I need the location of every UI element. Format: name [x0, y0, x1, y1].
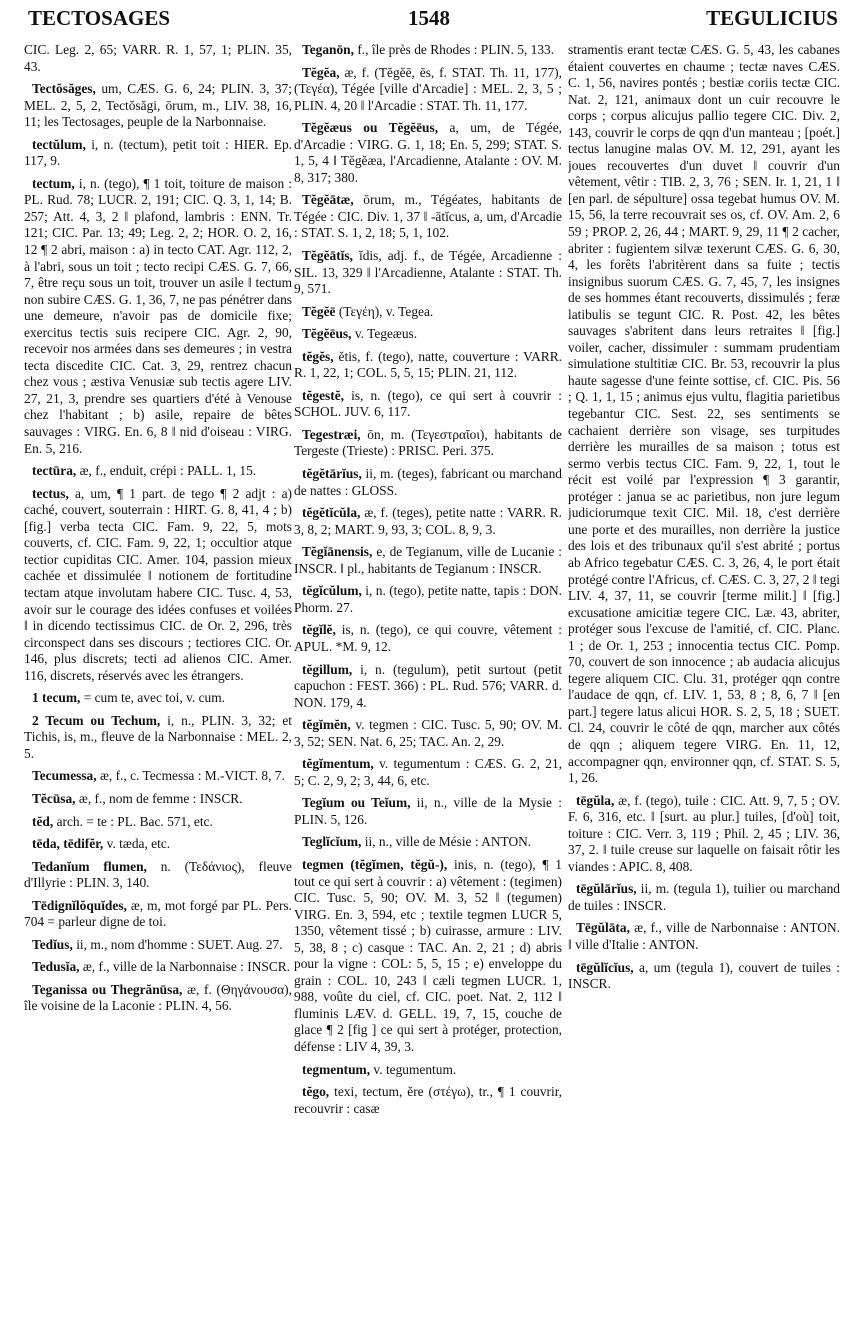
dictionary-entry — [294, 304, 562, 321]
dictionary-entry — [24, 42, 292, 75]
dictionary-entry — [294, 466, 562, 499]
dictionary-entry — [24, 176, 292, 457]
entry-definition: æ, f. (Θηγάνουσα), île voisine de la Laconie : PLIN. 4, 56. — [24, 981, 292, 1014]
entry-headword: tēgŭla, — [576, 792, 615, 808]
dictionary-entry — [294, 756, 562, 789]
dictionary-entry — [294, 583, 562, 616]
entry-headword: tĕgĭmĕn, — [302, 717, 351, 733]
entry-headword: Tectŏsăges, — [32, 81, 96, 97]
entry-headword: tegmentum, — [302, 1061, 371, 1077]
entry-headword: tectŭlum, — [32, 136, 86, 152]
entry-headword: tĕgĕs, — [302, 348, 334, 364]
entry-definition: ōrum, m., Tégéates, habitants de Tégée : CIC. Div. 1, 37 ‖ -ātĭcus, a, um, d'Arcadie : STAT. S. 1, 2, 18; 5, 1, 102. — [294, 192, 562, 241]
dictionary-entry — [294, 192, 562, 242]
entry-definition: stramentis erant tectæ CÆS. G. 5, 43, les cabanes étaient couvertes en chaume ; tectæ naves CÆS. C. 1, 56, navires pontés ; bestiæ coriis tectæ CIC. Nat. 2, 121, animaux dont un cuir recouvre le corps ; corpus alicujus pallio tegere CIC. Div. 2, 143, couvrir le corps de qqn d'un manteau ; [poét.] tectus lanugine malas OV. M. 12, 291, ayant les joues recouvertes d'un duvet ‖ couvrir d'un vêtement, vêtir : TIB. 2, 3, 76 ; SEN. Ir. 1, 21, 1 ‖ [en parl. de sépulture] ossa tegebat humus OV. M. 15, 56, la terre recouvrait ses os, cf. OV. Am. 2, 6 59 ; PROP. 2, 26, 44 ; MART. 9, 29, 11 ¶ 2 cacher, abriter : fugientem silvæ texerunt CÆS. G. 6, 30, 4, les forêts l'abritèrent dans sa fuite ; tectis insignibus suorum CÆS. G. 7, 45, 7, les insignes de ses hommes étant recouverts, dissimulés ; feræ latibulis se tegunt CIC. R. Post. 42, les bêtes sauvages s'abritent dans leurs retraites ‖ [fig.] voiler, cacher, dissimuler : summam prudentiam simulatione stultitiæ CIC. Br. 53, recouvrir la plus haute sagesse d'une feinte sottise, cf. CIC. Pis. 56 ; Q. 1, 1, 15 ; animus ejus vultu, flagitia parietibus tegebantur CIC. Sest. 22, ses sentiments se cachaient derrière son visage, ses turpitudes derrière les murailles de sa maison ; totus est sermo verbis tectus CIC. Fam. 9, 22, 1, tout le récit est voilé par l'expression ¶ 3 garantir, protéger : janua se ac parietibus, non jure legum judiciorumque texit CIC. Mil. 18, c'est derrière une porte et des murailles, non derrière la justice des lois et des tribunaux qu'il s'est abrité ; portus ab Africo tegebatur CÆS. C. 3, 26, 4, le port était protégé contre l'Africus, cf. CÆS. C. 3, 27, 2 ‖ tegi LIV. 4, 37, 11, se couvrir [terme milit.] ‖ [fig.] excusatione amicitiæ tegere CIC. Læ. 43, abriter, protéger sous l'excuse de l'amitié, cf. CIC. Planc. 1 ; de Or. 1, 253 ; innocentia tectus CIC. Pomp. 70, couvert de son innocence ; ab audacia alicujus tegere aliquem CIC. Clu. 31, protéger qqn contre l'audace de qqn, cf. LIV. 1, 53, 8 ; 8, 6, 7 ‖ [en part.] tegere latus alicui HOR. S. 2, 5, 18 ; SUET. Cl. 24, couvrir le côté de qqn, marcher aux côtés de qqn ; aliquem tegere VIRG. En. 11, 12, accompagner qqn, environner qqn, cf. STAT. S. 5, 1, 26. — [568, 42, 840, 786]
entry-headword: Tĕcūsa, — [32, 790, 76, 806]
entry-definition: v. tæda, etc. — [106, 836, 171, 852]
entry-headword: tĕgĕtĭcŭla, — [302, 505, 361, 521]
entry-definition: is, n. (tego), ce qui couvre, vêtement : APUL. *M. 9, 12. — [294, 622, 562, 654]
entry-headword: Tēdignĭlŏquĭdes, — [32, 897, 127, 913]
entry-definition: æ, f., enduit, crépi : PALL. 1, 15. — [79, 463, 257, 479]
entry-definition: ii, m., nom d'homme : SUET. Aug. 27. — [76, 936, 283, 952]
dictionary-entry — [24, 982, 292, 1015]
entry-definition: i, n. (tego), petite natte, tapis : DON. Phorm. 27. — [294, 583, 562, 615]
dictionary-entry — [24, 137, 292, 170]
entry-definition: ōn, m. (Τεγεστραῖοι), habitants de Tergeste (Trieste) : PRISC. Peri. 375. — [294, 426, 562, 459]
entry-definition: v. tegumentum. — [373, 1061, 457, 1077]
dictionary-entry — [294, 65, 562, 115]
entry-definition: CIC. Leg. 2, 65; VARR. R. 1, 57, 1; PLIN. 35, 43. — [24, 42, 292, 74]
dictionary-entry — [294, 42, 562, 59]
dictionary-entry — [24, 959, 292, 976]
entry-definition: (Τεγέη), v. Tegea. — [338, 303, 434, 319]
dictionary-entry — [294, 1062, 562, 1079]
entry-definition: = cum te, avec toi, v. cum. — [83, 690, 225, 706]
dictionary-entry — [294, 662, 562, 712]
dictionary-entry — [24, 898, 292, 931]
entry-headword: tectus, — [32, 485, 69, 501]
entry-definition: æ, f., c. Tecmessa : M.-VICT. 8, 7. — [99, 768, 285, 784]
dictionary-entry — [294, 717, 562, 750]
dictionary-entry — [24, 713, 292, 763]
dictionary-entry — [294, 795, 562, 828]
running-head-last-word: TEGULICIUS — [706, 6, 838, 30]
entry-definition: i, n., PLIN. 3, 32; et Tichis, is, m., fleuve de la Narbonnaise : MEL. 2, 5. — [24, 712, 292, 761]
dictionary-entry — [294, 248, 562, 298]
entry-definition: inis, n. (tego), ¶ 1 tout ce qui sert à couvrir : a) vêtement : (tegimen) CIC. Tusc. 5, 90; OV. M. 3, 52 ‖ (tegumen) VIRG. En. 3, 594, etc ; textile tegmen LUCR 5, 1350, vêtement tissé ; b) cuirasse, armure : LIV. 5, 38, 8 ; c) casque : TAC. An. 2, 21 ; d) abris pour la vigne : COL: 5, 5, 15 ; e) enveloppe du grain : COL. 10, 243 ‖ cæli tegmen LUCR. 1, 988, voûte du ciel, cf. CIC. poet. Nat. 2, 112 ‖ fluminis LÆV. d. GELL. 19, 7, 15, couche de glace ¶ 2 [fig ] ce qui sert à protéger, protection, défense : LIV 4, 39, 3. — [294, 856, 562, 1054]
dictionary-entry — [568, 42, 840, 787]
entry-definition: e, de Tegianum, ville de Lucanie : INSCR. ‖ pl., habitants de Tegianum : INSCR. — [294, 544, 562, 576]
entry-headword: tĕgillum, — [302, 661, 353, 677]
dictionary-entry — [24, 463, 292, 480]
entry-headword: tĕgestĕ, — [302, 387, 345, 403]
entry-headword: Tĕgĭānensis, — [302, 544, 373, 560]
dictionary-entry — [294, 505, 562, 538]
entry-headword: Tegĭum ou Teĭum, — [302, 795, 411, 811]
entry-definition: arch. = te : PL. Bac. 571, etc. — [56, 813, 213, 829]
dictionary-entry — [294, 857, 562, 1056]
entry-definition: v. tegumentum : CÆS. G. 2, 21, 5; C. 2, 9, 2; 3, 44, 6, etc. — [294, 756, 562, 788]
entry-definition: a, um, ¶ 1 part. de tego ¶ 2 adjt : a) caché, couvert, souterrain : HIRT. G. 8, 41, 4 ; b) [fig.] verba tecta CIC. Fam. 9, 22, 5, mots couverts, cf. CIC. Fam. 9, 22, 1; occultior atque tectior cupiditas CIC. Amer. 104, passion mieux cachée et dissimulée ‖ notionem de fortitudine tectam atque involutam habere CIC. Tusc. 4, 53, avoir sur le courage des idées confuses et voilées ‖ in dicendo tectissimus CIC. de Or. 2, 296, très circonspect dans ses discours ; tectiores CIC. Or. 146, plus discrets; tecti ad alienos CIC. Amer. 116, discrets, réservés avec les étrangers. — [24, 485, 292, 683]
entry-definition: ii, m. (tegula 1), tuilier ou marchand de tuiles : INSCR. — [568, 881, 840, 913]
entry-headword: 2 Tecum ou Techum, — [32, 712, 161, 728]
dictionary-entry — [294, 349, 562, 382]
entry-headword: tēda, tēdifĕr, — [32, 836, 104, 852]
column-3 — [568, 42, 840, 1332]
dictionary-entry — [568, 881, 840, 914]
entry-definition: i, n. (tego), ¶ 1 toit, toiture de maison : PL. Rud. 78; LUCR. 2, 191; CIC. Q. 3, 1, 14; B. 257; Att. 4, 3, 2 ‖ plafond, lambris : ENN. Tr. 121; CIC. Par. 13; 49; Leg. 2, 2; HOR. O. 2, 16, 12 ¶ 2 abri, maison : a) in tecto CAT. Agr. 112, 2, à l'abri, sous un toit ; tecto recipi CÆS. G. 7, 66, 7, être reçu sous un toit, trouver un asile ‖ tectum non subire CÆS. G. 1, 36, 7, ne pas pénétrer dans une demeure, n'avoir pas de domicile fixe; exercitus tectis suis recipere CIC. Agr. 2, 90, recevoir nos armées dans ses demeures ; in vestra tecta discedite CIC. Cat. 3, 29, rentrez chacun chez vous ; æstiva Venusiæ sub tectis agere LIV. 27, 21, 3, prendre ses quartiers d'été à Venouse chez l'habitant ; b) asile, repaire de bêtes sauvages : VIRG. En. 6, 8 ‖ nid d'oiseau : VIRG. En. 5, 216. — [24, 175, 292, 456]
entry-definition: i, n. (tegulum), petit surtout (petit capuchon : FEST. 366) : PL. Rud. 576; VARR. d. NON. 179, 4. — [294, 661, 562, 710]
dictionary-entry — [294, 388, 562, 421]
entry-definition: ii, n., ville de la Mysie : PLIN. 5, 126. — [294, 795, 562, 827]
entry-headword: Tedusĭa, — [32, 959, 80, 975]
entry-definition: ĭdis, adj. f., de Tégée, Arcadienne : SIL. 13, 329 ‖ l'Arcadienne, Atalante : STAT. Th. 9, 571. — [294, 248, 562, 297]
entry-headword: tectum, — [32, 175, 75, 191]
entry-definition: texi, tectum, ĕre (στέγω), tr., ¶ 1 couvrir, recouvrir : casæ — [294, 1084, 562, 1116]
dictionary-entry — [294, 834, 562, 851]
entry-definition: v. tegmen : CIC. Tusc. 5, 90; OV. M. 3, 52; SEN. Nat. 6, 25; TAC. An. 2, 29. — [294, 717, 562, 749]
entry-headword: Tĕgĕa, — [302, 64, 340, 80]
dictionary-entry — [24, 836, 292, 853]
column-2 — [294, 42, 562, 1332]
entry-headword: 1 tecum, — [32, 690, 81, 706]
entry-headword: tĕgĭmentum, — [302, 756, 374, 772]
entry-definition: n. (Τεδάνιος), fleuve d'Illyrie : PLIN. 3, 140. — [24, 858, 292, 891]
entry-headword: Tedanĭum flumen, — [32, 858, 147, 874]
entry-definition: æ, f., nom de femme : INSCR. — [78, 790, 243, 806]
entry-definition: æ, f., ville de la Narbonnaise : INSCR. — [82, 959, 291, 975]
entry-headword: tĕgĭcŭlum, — [302, 583, 362, 599]
entry-headword: Teganissa ou Thegrănūsa, — [32, 981, 183, 997]
entry-headword: tēgŭlĭcĭus, — [576, 959, 634, 975]
column-1 — [24, 42, 292, 1332]
dictionary-entry — [294, 427, 562, 460]
entry-definition: is, n. (tego), ce qui sert à couvrir : SCHOL. JUV. 6, 117. — [294, 387, 562, 420]
dictionary-entry — [24, 81, 292, 131]
entry-headword: Tĕgĕē — [302, 303, 336, 319]
entry-headword: Teglĭcĭum, — [302, 834, 362, 850]
entry-headword: Tĕgĕēus, — [302, 326, 352, 342]
entry-definition: f., île près de Rhodes : PLIN. 5, 133. — [357, 42, 555, 57]
entry-headword: tĕgĭlĕ, — [302, 622, 336, 638]
entry-headword: Tĕgĕātæ, — [302, 192, 354, 208]
dictionary-entry — [24, 814, 292, 831]
entry-definition: a, um (tegula 1), couvert de tuiles : INSCR. — [568, 959, 840, 992]
dictionary-entry — [294, 120, 562, 186]
entry-definition: um, CÆS. G. 6, 24; PLIN. 3, 37; MEL. 2, 5, 2, Tectŏsăgi, ōrum, m., LIV. 38, 16, 11; les Tectosages, peuple de la Narbonnaise. — [24, 81, 292, 130]
entry-definition: æ, f. (Tĕgĕē, ēs, f. STAT. Th. 11, 177), (Τεγέα), Tégée [ville d'Arcadie] : MEL. 2, 3, 5 ; PLIN. 4, 20 ‖ l'Arcadie : STAT. Th. 11, 177. — [294, 64, 562, 113]
dictionary-entry — [294, 544, 562, 577]
running-head — [28, 4, 838, 34]
dictionary-entry — [568, 960, 840, 993]
entry-headword: tectūra, — [32, 463, 77, 479]
entry-headword: tēgŭlārĭus, — [576, 881, 637, 897]
dictionary-entry — [294, 1084, 562, 1117]
dictionary-entry — [294, 326, 562, 343]
entry-headword: tĕd, — [32, 813, 54, 829]
dictionary-entry — [568, 920, 840, 953]
dictionary-entry — [294, 622, 562, 655]
entry-definition: a, um, de Tégée, d'Arcadie : VIRG. G. 1, 18; En. 5, 299; STAT. S. 1, 5, 4 ‖ Tĕgĕæa, l'Arcadienne, Atalante : OV. M. 8, 317; 380. — [294, 120, 562, 185]
entry-definition: æ, m, mot forgé par PL. Pers. 704 = parleur digne de toi. — [24, 897, 292, 930]
entry-definition: æ, f. (tego), tuile : CIC. Att. 9, 7, 5 ; OV. F. 6, 316, etc. ‖ [surt. au plur.] tuiles, [d'où] toit, toiture : CIC. Verr. 3, 119 ; Phil. 2, 45 ; LIV. 36, 37, 2. ‖ tuile creuse sur laquelle on faisait rôtir les viandes : APIC. 8, 408. — [568, 792, 840, 874]
entry-headword: Tēgŭlāta, — [576, 920, 630, 936]
entry-headword: Teganōn, — [302, 42, 354, 57]
entry-definition: ĕtis, f. (tego), natte, couverture : VARR. R. 1, 22, 1; COL. 5, 5, 15; PLIN. 21, 112. — [294, 348, 562, 381]
entry-definition: ii, n., ville de Mésie : ANTON. — [364, 834, 532, 850]
entry-definition: æ, f., ville de Narbonnaise : ANTON. ‖ ville d'Italie : ANTON. — [568, 920, 840, 952]
dictionary-entry — [24, 859, 292, 892]
dictionary-entry — [24, 937, 292, 954]
dictionary-entry — [24, 768, 292, 785]
dictionary-entry — [24, 690, 292, 707]
entry-headword: tĕgo, — [302, 1084, 330, 1100]
entry-headword: Tĕgĕæus ou Tĕgĕēus, — [302, 120, 439, 136]
dictionary-entry — [24, 486, 292, 685]
entry-headword: tĕgĕtārĭus, — [302, 466, 362, 482]
entry-headword: Tecumessa, — [32, 768, 97, 784]
dictionary-entry — [24, 791, 292, 808]
dictionary-entry — [568, 793, 840, 876]
running-head-first-word: TECTOSAGES — [28, 6, 171, 30]
entry-definition: æ, f. (teges), petite natte : VARR. R. 3, 8, 2; MART. 9, 93, 3; COL. 8, 9, 3. — [294, 505, 562, 537]
entry-definition: ii, m. (teges), fabricant ou marchand de nattes : GLOSS. — [294, 466, 562, 498]
entry-headword: Tĕgĕātĭs, — [302, 248, 353, 264]
entry-headword: Tegestræi, — [302, 426, 361, 442]
entry-headword: tegmen (tĕgĭmen, tĕgŭ-), — [302, 856, 448, 872]
entry-definition: v. Tegeæus. — [354, 326, 418, 342]
page-number: 1548 — [408, 6, 450, 30]
entry-definition: i, n. (tectum), petit toit : HIER. Ep. 117, 9. — [24, 136, 292, 169]
entry-headword: Tedĭus, — [32, 936, 73, 952]
